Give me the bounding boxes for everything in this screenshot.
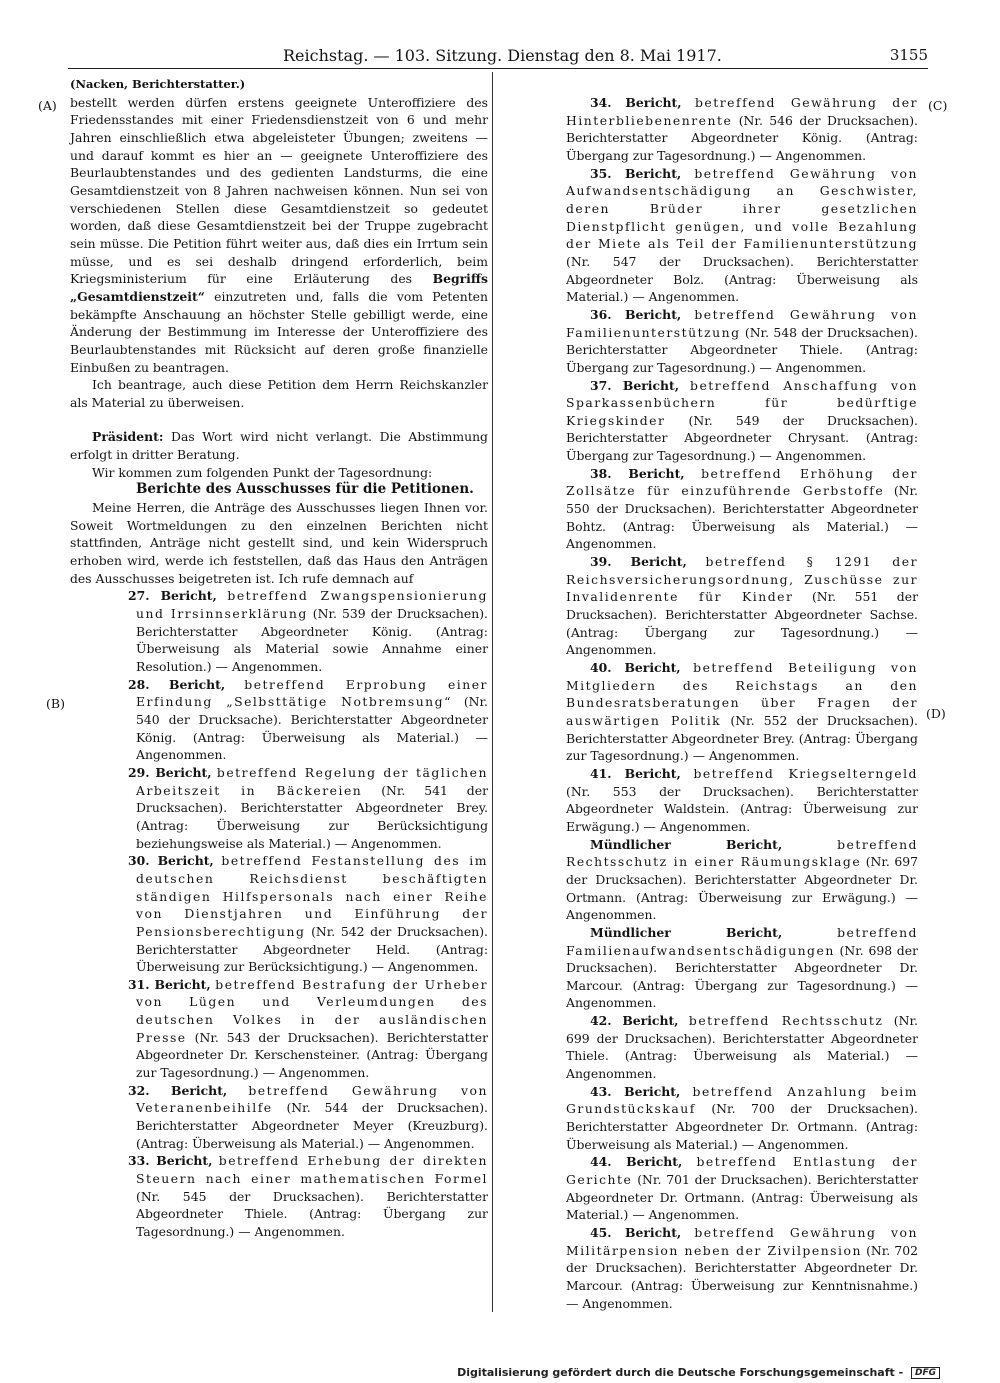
report-text: (Nr. 541 der Drucksachen). Berichterstatter Abgeordneter Brey. (Antrag: Überweisung zur Berücksichtigung beziehungsweise als Material.) — Angenommen. xyxy=(136,782,488,851)
report-entry xyxy=(566,377,918,465)
report-label: 32. Bericht, xyxy=(128,1082,228,1098)
report-entry xyxy=(566,659,918,765)
report-text: (Nr. 700 der Drucksachen). Berichterstatter Abgeordneter Dr. Ortmann. (Antrag: Überweisung als Material.) — Angenommen. xyxy=(566,1101,918,1152)
report-label: 44. Bericht, xyxy=(590,1154,683,1170)
report-entry xyxy=(566,836,918,924)
report-entry xyxy=(70,976,488,1082)
speaker-line: (Nacken, Berichterstatter.) xyxy=(70,77,246,91)
report-label: 41. Bericht, xyxy=(590,765,681,781)
report-text: (Nr. 702 der Drucksachen). Berichterstatter Abgeordneter Dr. Marcour. (Antrag: Überweisung zur Kenntnisnahme.) — Angenommen. xyxy=(566,1242,918,1311)
header-rule xyxy=(68,68,928,69)
report-entry xyxy=(566,1224,918,1312)
petition-term: Begriffs „Gesamtdienstzeit“ xyxy=(70,271,488,304)
report-label: 37. Bericht, xyxy=(590,377,680,393)
footer-text: Digitalisierung gefördert durch die Deutsche Forschungsgemeinschaft - xyxy=(457,1366,904,1379)
report-entry xyxy=(566,465,918,553)
report-entry xyxy=(566,165,918,306)
report-subject: betreffend Gewährung der Hinterbliebenenrente xyxy=(566,95,918,128)
page-header xyxy=(68,46,928,70)
president-paragraph xyxy=(70,428,488,463)
report-entry xyxy=(566,1083,918,1154)
report-text: (Nr. 545 der Drucksachen). Berichterstatter Abgeordneter Thiele. (Antrag: Übergang zur Tagesordnung.) — Angenommen. xyxy=(136,1188,488,1239)
report-entry xyxy=(566,553,918,659)
report-text: (Nr. 543 der Drucksachen). Berichterstatter Abgeordneter Dr. Kerschensteiner. (Antrag: Übergang zur Tagesordnung.) — Angenommen. xyxy=(136,1029,488,1081)
margin-mark-a: (A) xyxy=(38,98,57,113)
report-label: 42. Bericht, xyxy=(590,1013,679,1029)
report-label: 28. Bericht, xyxy=(128,676,226,692)
report-subject: betreffend Beteiligung von Mitgliedern des Reichstags an den Bundesratsberatungen über Fragen der auswärtigen Politik xyxy=(566,660,918,728)
left-column xyxy=(70,76,488,1241)
report-label: 39. Bericht, xyxy=(590,554,687,570)
report-label: 40. Bericht, xyxy=(590,660,681,675)
report-subject: betreffend Erhebung der direkten Steuern nach einer mathematischen Formel xyxy=(136,1153,488,1187)
report-subject: betreffend Anzahlung beim Grundstückskauf xyxy=(566,1083,918,1117)
report-subject: betreffend Erhöhung der Zollsätze für einzuführende Gerbstoffe xyxy=(566,465,918,499)
report-label: 45. Bericht, xyxy=(590,1225,682,1240)
report-text: (Nr. 542 der Drucksachen). Berichterstatter Abgeordneter Held. (Antrag: Überweisung zur Berücksichtigung.) — Angenommen. xyxy=(136,923,488,975)
report-subject: betreffend Bestrafung der Urheber von Lügen und Verleumdungen des deutschen Volkes in der ausländischen Presse xyxy=(136,976,488,1045)
report-subject: betreffend Festanstellung des im deutschen Reichsdienst beschäftigten ständigen Hilfspersonals nach einer Reihe von Dienstjahren und Einführung der Pensionsberechtigung xyxy=(136,853,488,939)
report-entry xyxy=(566,765,918,836)
margin-mark-b: (B) xyxy=(46,696,65,711)
report-subject: betreffend Gewährung von Aufwandsentschädigung an Geschwister, deren Brüder ihrer gesetzlichen Dienstpflicht genügen, und volle Bezahlung der Miete als Teil der Familienunterstützung xyxy=(566,165,918,252)
petition-text: bestellt werden dürfen erstens geeignete Unteroffiziere des Friedensstandes mit einer Friedensdienstzeit von 6 und mehr Jahren einschließlich etwa abgeleisteter Übungen; zweitens — und darauf kommt es hier an — geeignete Unteroffiziere des Beurlaubtenstandes und des gedienten Landsturms, die eine Gesamtdienstzeit von 8 Jahren nachweisen können. Nun sei von verschiedenen Stellen diese Gesamtdienstzeit so gedeutet worden, daß diese Gesamtdienstzeit bei der Truppe zugebracht sein müsse. Die Petition führt weiter aus, daß dies ein Irrtum sein müsse, und es sei deshalb dringend erforderlich, beim Kriegsministerium für eine Erläuterung des xyxy=(70,94,488,287)
report-text: (Nr. 697 der Drucksachen). Berichterstatter Abgeordneter Dr. Ortmann. (Antrag: Überweisung zur Erwägung.) — Angenommen. xyxy=(566,854,918,923)
report-entry xyxy=(70,676,488,764)
report-entry xyxy=(566,1012,918,1083)
report-label: 31. Bericht, xyxy=(128,976,211,992)
margin-mark-c: (C) xyxy=(928,98,948,113)
left-report-list xyxy=(70,587,488,1240)
president-label: Präsident: xyxy=(92,429,164,445)
dfg-logo: DFG xyxy=(911,1367,940,1379)
report-text: (Nr. 701 der Drucksachen). Berichterstatter Abgeordneter Dr. Ortmann. (Antrag: Überweisung als Material.) — Angenommen. xyxy=(566,1172,918,1223)
report-entry xyxy=(566,306,918,377)
president-text: Das Wort wird nicht verlangt. Die Abstimmung erfolgt in dritter Beratung. xyxy=(70,429,488,463)
report-label: 29. Bericht, xyxy=(128,764,212,780)
margin-mark-d: (D) xyxy=(926,706,946,721)
report-subject: betreffend Regelung der täglichen Arbeitszeit in Bäckereien xyxy=(136,764,488,798)
report-entry xyxy=(566,924,918,1012)
report-label: 43. Bericht, xyxy=(590,1083,681,1099)
report-text: (Nr. 552 der Drucksachen). Berichterstatter Abgeordneter Brey. (Antrag: Übergang zur Tagesordnung.) — Angenommen. xyxy=(566,712,918,764)
report-text: (Nr. 548 der Drucksachen). Berichterstatter Abgeordneter Thiele. (Antrag: Übergang zur Tagesordnung.) — Angenommen. xyxy=(566,324,918,375)
report-subject: betreffend Anschaffung von Sparkassenbüchern für bedürftige Kriegskinder xyxy=(566,377,918,428)
report-entry xyxy=(70,1152,488,1240)
page-number: 3155 xyxy=(889,46,928,64)
intro-paragraph: Meine Herren, die Anträge des Ausschusses liegen Ihnen vor. Soweit Wortmeldungen zu den einzelnen Berichten nicht stattfinden, Anträge nicht gestellt sind, und kein Widerspruch erhoben wird, werde ich feststellen, daß das Haus den Anträgen des Ausschusses beigetreten ist. Ich rufe demnach auf xyxy=(70,500,488,586)
report-subject: betreffend Gewährung von Veteranenbeihilfe xyxy=(136,1082,488,1116)
report-entry xyxy=(70,587,488,675)
page-title: Reichstag. — 103. Sitzung. Dienstag den 8. Mai 1917. xyxy=(283,46,722,65)
report-text: (Nr. 547 der Drucksachen). Berichterstatter Abgeordneter Bolz. (Antrag: Überweisung als Material.) — Angenommen. xyxy=(566,253,918,305)
motion-paragraph: Ich beantrage, auch diese Petition dem Herrn Reichskanzler als Material zu überweisen. xyxy=(70,377,488,410)
report-label: 38. Bericht, xyxy=(590,465,685,481)
report-text: (Nr. 549 der Drucksachen). Berichterstatter Abgeordneter Chrysant. (Antrag: Übergang zur Tagesordnung.) — Angenommen. xyxy=(566,412,918,464)
report-label: 33. Bericht, xyxy=(128,1153,213,1169)
report-label: Mündlicher Bericht, xyxy=(590,924,783,940)
report-subject: betreffend Rechtsschutz xyxy=(688,1013,884,1029)
column-divider xyxy=(492,72,493,1312)
right-report-list xyxy=(566,94,918,1312)
report-text: (Nr. 551 der Drucksachen). Berichterstatter Abgeordneter Sachse. (Antrag: Übergang zur Tagesordnung.) — Angenommen. xyxy=(566,589,918,658)
report-entry xyxy=(566,1153,918,1224)
right-column xyxy=(566,94,918,1312)
report-entry xyxy=(70,1082,488,1153)
petition-text-rest: einzutreten und, falls die vom Petenten bekämpfte Anschauung an höchster Stelle gebilligt werde, eine Änderung der Bestimmung im Interesse der Unteroffiziere des Beurlaubtenstandes mit Rücksicht auf deren große finanzielle Einbußen zu beantragen. xyxy=(70,288,488,375)
report-entry xyxy=(566,94,918,165)
report-label: 27. Bericht, xyxy=(128,588,217,604)
report-entry xyxy=(70,764,488,852)
report-subject: betreffend Familienaufwandsentschädigungen xyxy=(566,924,918,958)
report-label: 34. Bericht, xyxy=(590,95,682,110)
report-subject: betreffend Zwangspensionierung und Irrsinnserklärung xyxy=(136,588,488,622)
report-subject: betreffend § 1291 der Reichsversicherungsordnung, Zuschüsse zur Invalidenrente für Kinder xyxy=(566,554,918,605)
report-text: (Nr. 553 der Drucksachen). Berichterstatter Abgeordneter Waldstein. (Antrag: Überweisung zur Erwägung.) — Angenommen. xyxy=(566,783,918,834)
report-text: (Nr. 546 der Drucksachen). Berichterstatter Abgeordneter König. (Antrag: Übergang zur Tagesordnung.) — Angenommen. xyxy=(566,112,918,163)
petition-paragraph xyxy=(70,94,488,377)
report-text: (Nr. 698 der Drucksachen). Berichterstatter Abgeordneter Dr. Marcour. (Antrag: Übergang zur Tagesordnung.) — Angenommen. xyxy=(566,942,918,1011)
report-text: (Nr. 539 der Drucksachen). Berichterstatter Abgeordneter König. (Antrag: Überweisung als Material sowie Annahme einer Resolution.) — Angenommen. xyxy=(136,606,488,674)
report-label: Mündlicher Bericht, xyxy=(590,836,783,852)
report-subject: betreffend Gewährung von Militärpension neben der Zivilpension xyxy=(566,1225,918,1258)
report-label: 36. Bericht, xyxy=(590,306,682,322)
report-text: (Nr. 544 der Drucksachen). Berichterstatter Abgeordneter Meyer (Kreuzburg). (Antrag: Überweisung als Material.) — Angenommen. xyxy=(136,1100,488,1151)
report-subject: betreffend Gewährung von Familienunterstützung xyxy=(566,306,918,340)
section-heading: Berichte des Ausschusses für die Petitionen. xyxy=(136,481,474,498)
report-label: 30. Bericht, xyxy=(128,853,214,869)
report-subject: betreffend Rechtsschutz in einer Räumungsklage xyxy=(566,836,918,870)
report-subject: betreffend Erprobung einer Erfindung „Selbsttätige Notbremsung“ xyxy=(136,676,488,710)
footer xyxy=(457,1366,940,1379)
report-text: (Nr. 699 der Drucksachen). Berichterstatter Abgeordneter Thiele. (Antrag: Überweisung als Material.) — Angenommen. xyxy=(566,1013,918,1082)
agenda-line: Wir kommen zum folgenden Punkt der Tagesordnung: xyxy=(92,464,433,480)
report-subject: betreffend Kriegselterngeld xyxy=(693,765,918,781)
report-text: (Nr. 540 der Drucksache). Berichterstatter Abgeordneter König. (Antrag: Überweisung als Material.) — Angenommen. xyxy=(136,694,488,763)
report-entry xyxy=(70,852,488,976)
report-subject: betreffend Entlastung der Gerichte xyxy=(566,1154,918,1188)
report-label: 35. Bericht, xyxy=(590,165,682,181)
report-text: (Nr. 550 der Drucksachen). Berichterstatter Abgeordneter Bohtz. (Antrag: Überweisung als Material.) — Angenommen. xyxy=(566,483,918,552)
